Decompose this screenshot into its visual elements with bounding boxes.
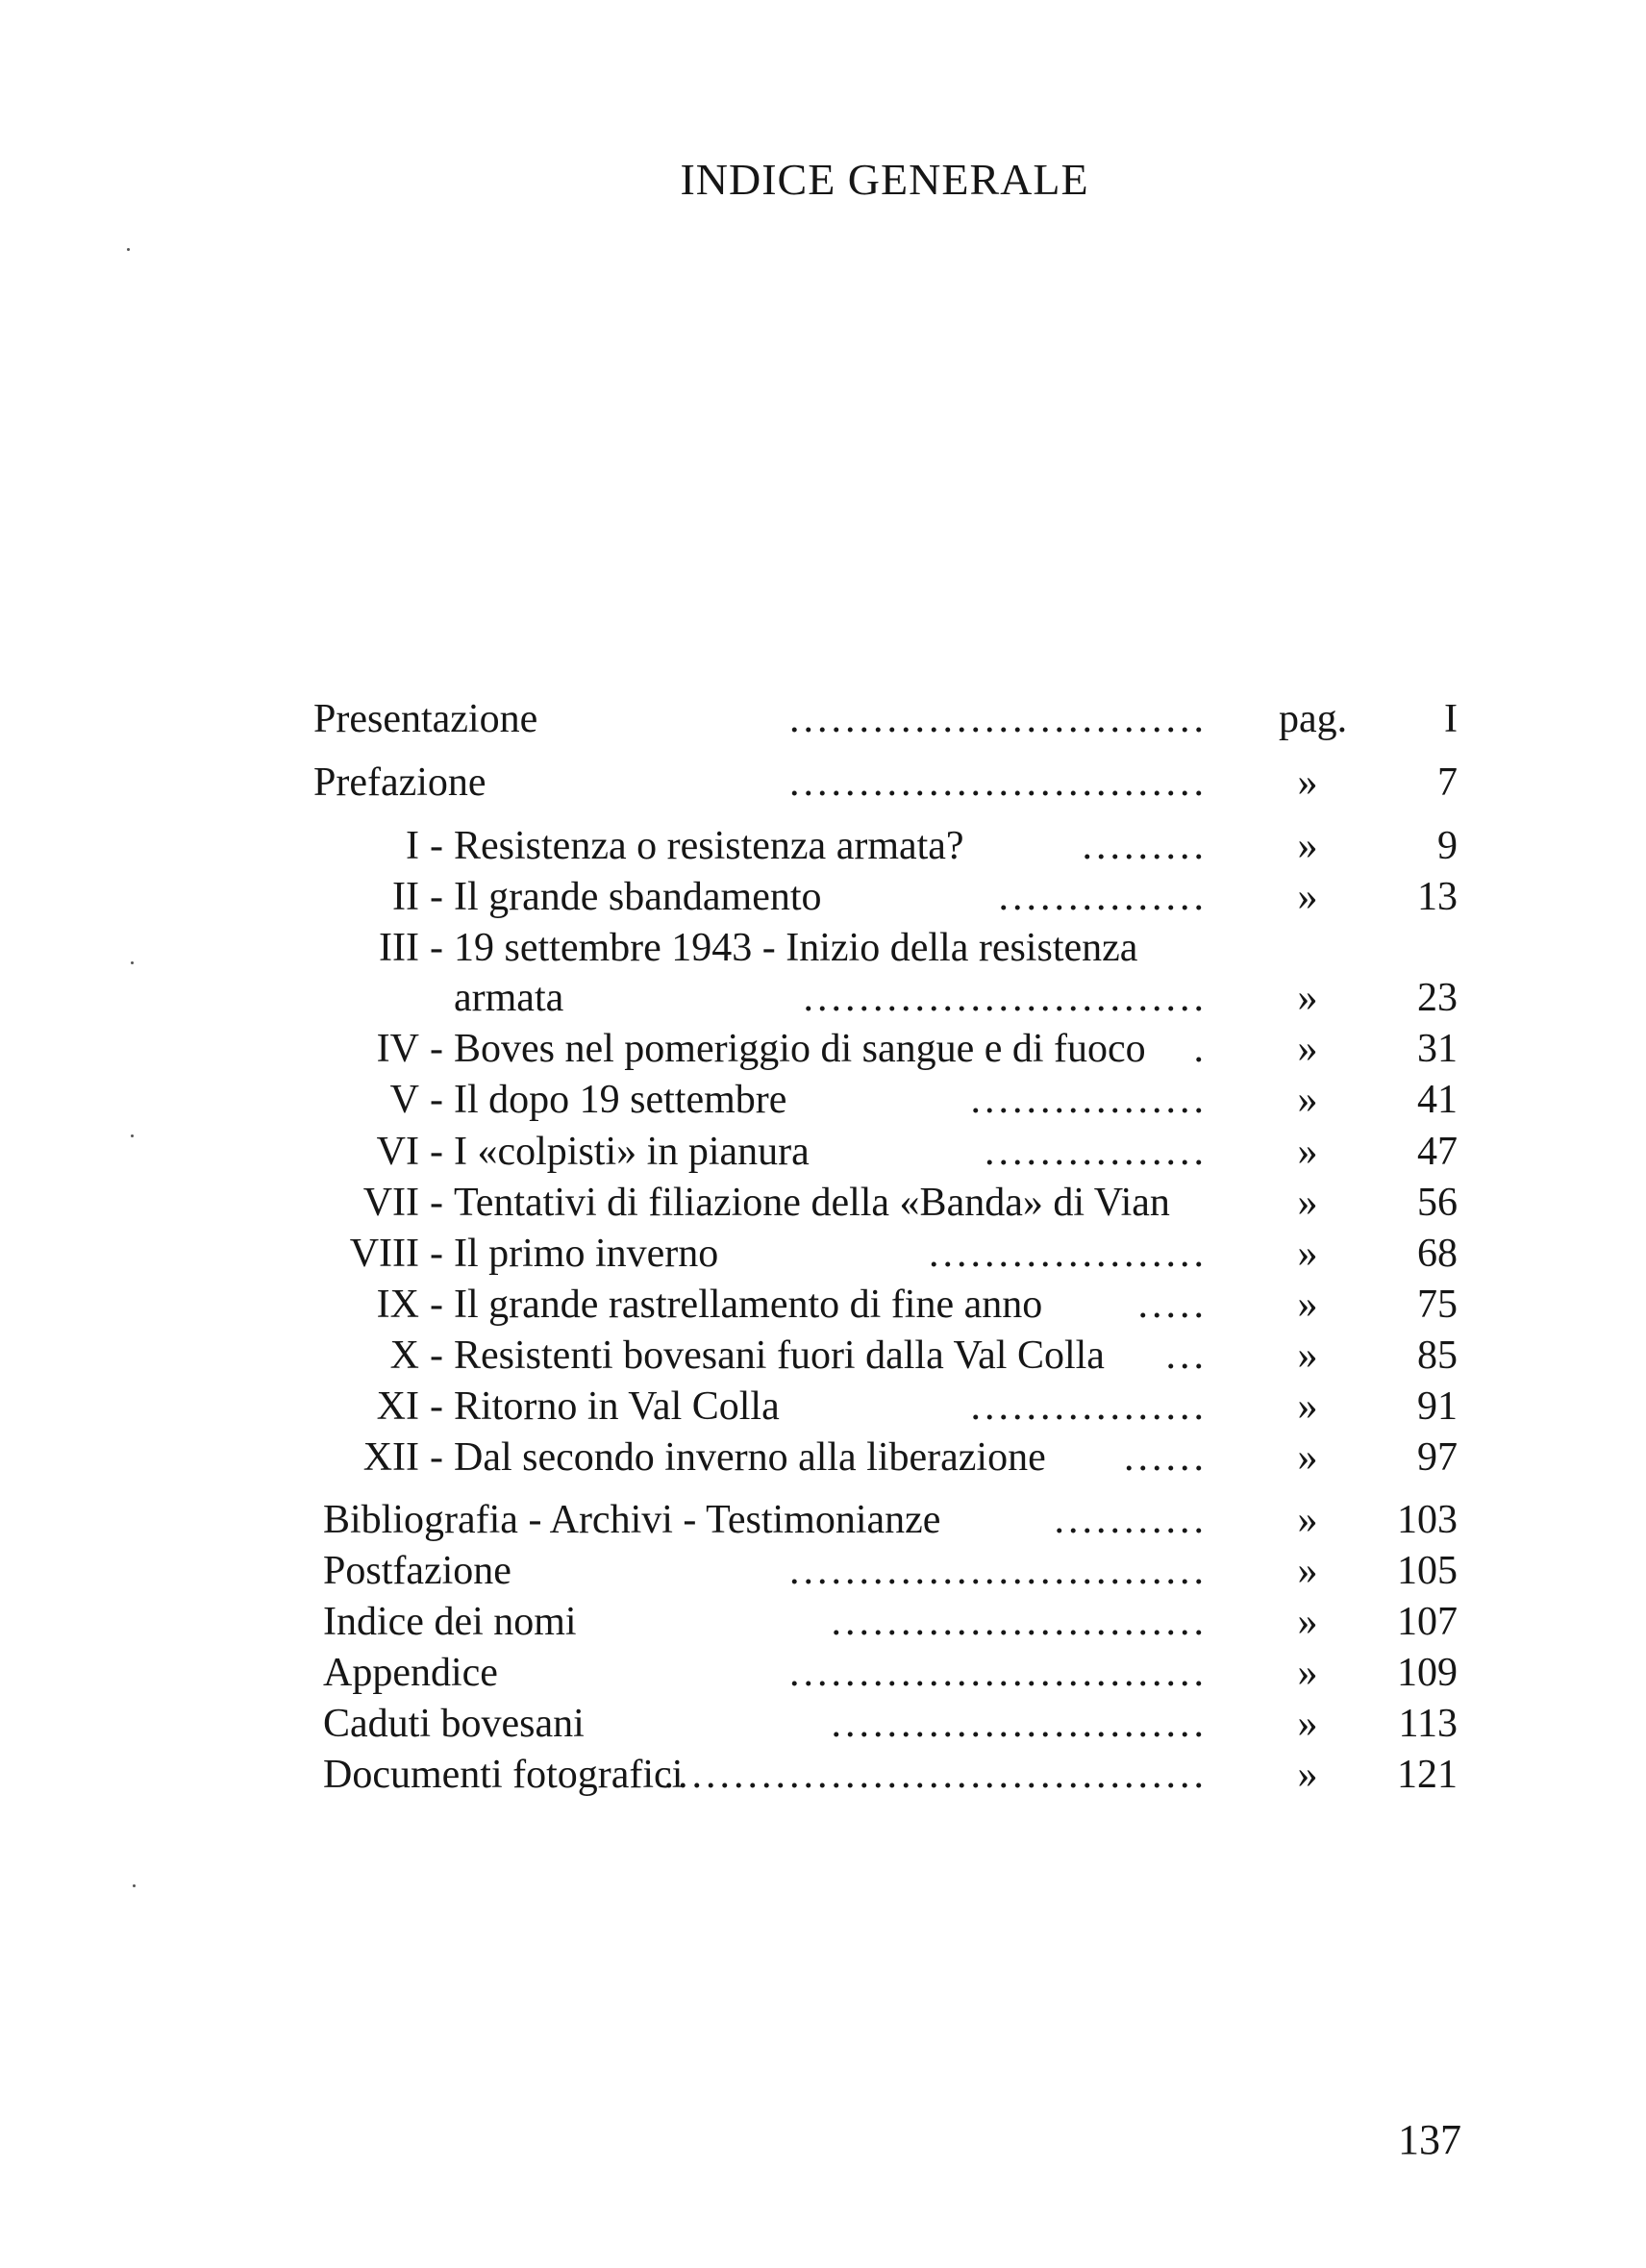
chapter-title: 19 settembre 1943 - Inizio della resistenza: [454, 926, 1138, 970]
entry-title: Postfazione: [323, 1549, 511, 1593]
leader-dots: ....................: [929, 1232, 1208, 1276]
toc-entry: [313, 754, 1458, 811]
toc-entry: [313, 1123, 1458, 1181]
page-ref: 31: [1417, 1027, 1458, 1071]
chapter-separator: -: [430, 926, 443, 970]
page-ref: 113: [1398, 1702, 1458, 1746]
page-ref: 91: [1417, 1384, 1458, 1429]
leader-dots: ...........................: [831, 1600, 1208, 1644]
scan-speck: [131, 1134, 134, 1137]
toc-entry: [313, 1491, 1458, 1549]
page-marker: »: [1297, 1232, 1318, 1276]
page-ref: 109: [1397, 1651, 1458, 1695]
page-marker: »: [1297, 1435, 1318, 1480]
chapter-separator: -: [430, 1435, 443, 1480]
chapter-separator: -: [430, 1283, 443, 1327]
page-ref: 9: [1437, 824, 1458, 868]
page-ref: 13: [1417, 875, 1458, 919]
leader-dots: ..............................: [789, 1549, 1208, 1593]
chapter-separator: -: [430, 824, 443, 868]
chapter-number: VIII: [349, 1232, 419, 1276]
chapter-title: Resistenti bovesani fuori dalla Val Colla: [454, 1333, 1105, 1378]
page-marker: »: [1297, 976, 1318, 1020]
page-marker: »: [1297, 1130, 1318, 1174]
entry-title: Prefazione: [313, 760, 486, 805]
leader-dots: ..............................: [789, 760, 1208, 805]
toc-entry: [313, 1276, 1458, 1333]
leader-dots: ...: [1165, 1333, 1208, 1378]
page-marker: »: [1297, 1549, 1318, 1593]
leader-dots: .: [1193, 1027, 1208, 1071]
scan-speck: [127, 248, 130, 251]
chapter-separator: -: [430, 1384, 443, 1429]
page-marker: »: [1297, 824, 1318, 868]
leader-dots: ...............: [998, 875, 1208, 919]
leader-dots: ................: [985, 1130, 1208, 1174]
leader-dots: ...........: [1054, 1498, 1208, 1542]
toc-entry: [313, 1225, 1458, 1283]
page-marker: »: [1297, 1027, 1318, 1071]
chapter-separator: -: [430, 1130, 443, 1174]
chapter-number: X: [389, 1333, 419, 1378]
entry-title: Appendice: [323, 1651, 498, 1695]
page-title: INDICE GENERALE: [680, 155, 1089, 204]
toc-entry: [313, 1429, 1458, 1486]
leader-dots: .......................................: [663, 1753, 1208, 1797]
leader-dots: ...........................: [831, 1702, 1208, 1746]
toc-entry: [313, 1644, 1458, 1702]
toc-entry: [313, 1174, 1458, 1232]
entry-title: Bibliografia - Archivi - Testimonianze: [323, 1498, 941, 1542]
chapter-number: VII: [362, 1181, 419, 1225]
page-ref: 75: [1417, 1283, 1458, 1327]
page-marker: »: [1297, 1078, 1318, 1122]
page-ref: 103: [1397, 1498, 1458, 1542]
page-marker: pag.: [1279, 697, 1348, 741]
chapter-number: IV: [376, 1027, 419, 1071]
chapter-number: I: [406, 824, 419, 868]
page-marker: »: [1297, 1384, 1318, 1429]
page-ref: 85: [1417, 1333, 1458, 1378]
page-ref: 121: [1397, 1753, 1458, 1797]
page-marker: »: [1297, 1753, 1318, 1797]
toc-entry: [313, 817, 1458, 875]
entry-title: Documenti fotografici: [323, 1753, 684, 1797]
chapter-separator: -: [430, 1232, 443, 1276]
toc-entry: [313, 1593, 1458, 1651]
leader-dots: .................: [970, 1078, 1208, 1122]
chapter-separator: -: [430, 1181, 443, 1225]
page-marker: »: [1297, 1283, 1318, 1327]
page-ref: 41: [1417, 1078, 1458, 1122]
leader-dots: .........: [1082, 824, 1208, 868]
entry-title: Indice dei nomi: [323, 1600, 577, 1644]
leader-dots: ......: [1124, 1435, 1208, 1480]
chapter-title: armata: [454, 976, 564, 1020]
toc-entry: [313, 1020, 1458, 1078]
chapter-number: IX: [376, 1283, 419, 1327]
chapter-title: Boves nel pomeriggio di sangue e di fuoco: [454, 1027, 1146, 1071]
toc-entry: [313, 1695, 1458, 1753]
page-number: 137: [1398, 2116, 1461, 2163]
chapter-separator: -: [430, 875, 443, 919]
toc-entry: [313, 690, 1458, 748]
page-marker: »: [1297, 1181, 1318, 1225]
chapter-title: Dal secondo inverno alla liberazione: [454, 1435, 1046, 1480]
page-marker: »: [1297, 1702, 1318, 1746]
toc-entry: [313, 1327, 1458, 1384]
leader-dots: ..............................: [789, 697, 1208, 741]
chapter-number: II: [392, 875, 419, 919]
chapter-separator: -: [430, 1078, 443, 1122]
chapter-separator: -: [430, 1333, 443, 1378]
chapter-title: Il grande rastrellamento di fine anno: [454, 1283, 1043, 1327]
page-marker: »: [1297, 1600, 1318, 1644]
page-ref: 56: [1417, 1181, 1458, 1225]
toc-entry: [313, 1071, 1458, 1129]
page-ref: 105: [1397, 1549, 1458, 1593]
leader-dots: ..............................: [789, 1651, 1208, 1695]
chapter-number: VI: [376, 1130, 419, 1174]
toc-entry: [313, 868, 1458, 926]
toc-entry: [313, 1378, 1458, 1435]
chapter-title: I «colpisti» in pianura: [454, 1130, 810, 1174]
entry-title: Caduti bovesani: [323, 1702, 585, 1746]
page-marker: »: [1297, 1498, 1318, 1542]
page-marker: »: [1297, 760, 1318, 805]
page-ref: 107: [1397, 1600, 1458, 1644]
page-marker: »: [1297, 1333, 1318, 1378]
page-marker: »: [1297, 1651, 1318, 1695]
toc-entry: [313, 1542, 1458, 1600]
page-ref: 23: [1417, 976, 1458, 1020]
chapter-title: Ritorno in Val Colla: [454, 1384, 780, 1429]
leader-dots: .....: [1137, 1283, 1208, 1327]
chapter-number: XII: [362, 1435, 419, 1480]
page-ref: 47: [1417, 1130, 1458, 1174]
toc-entry: [313, 969, 1458, 1027]
scan-speck: [131, 961, 134, 964]
chapter-separator: -: [430, 1027, 443, 1071]
chapter-title: Il grande sbandamento: [454, 875, 822, 919]
chapter-title: Il dopo 19 settembre: [454, 1078, 787, 1122]
toc-entry: [313, 1746, 1458, 1804]
toc-entry: [313, 919, 1458, 977]
entry-title: Presentazione: [313, 697, 538, 741]
scan-speck: [133, 1884, 136, 1887]
chapter-title: Tentativi di filiazione della «Banda» di Vian: [454, 1181, 1170, 1225]
page-ref: 68: [1417, 1232, 1458, 1276]
chapter-number: V: [389, 1078, 419, 1122]
chapter-title: Il primo inverno: [454, 1232, 719, 1276]
chapter-number: III: [379, 926, 419, 970]
leader-dots: .................: [970, 1384, 1208, 1429]
leader-dots: .............................: [803, 976, 1208, 1020]
chapter-number: XI: [376, 1384, 419, 1429]
page-ref: 7: [1437, 760, 1458, 805]
page-ref: I: [1444, 697, 1458, 741]
page-marker: »: [1297, 875, 1318, 919]
page-ref: 97: [1417, 1435, 1458, 1480]
chapter-title: Resistenza o resistenza armata?: [454, 824, 964, 868]
